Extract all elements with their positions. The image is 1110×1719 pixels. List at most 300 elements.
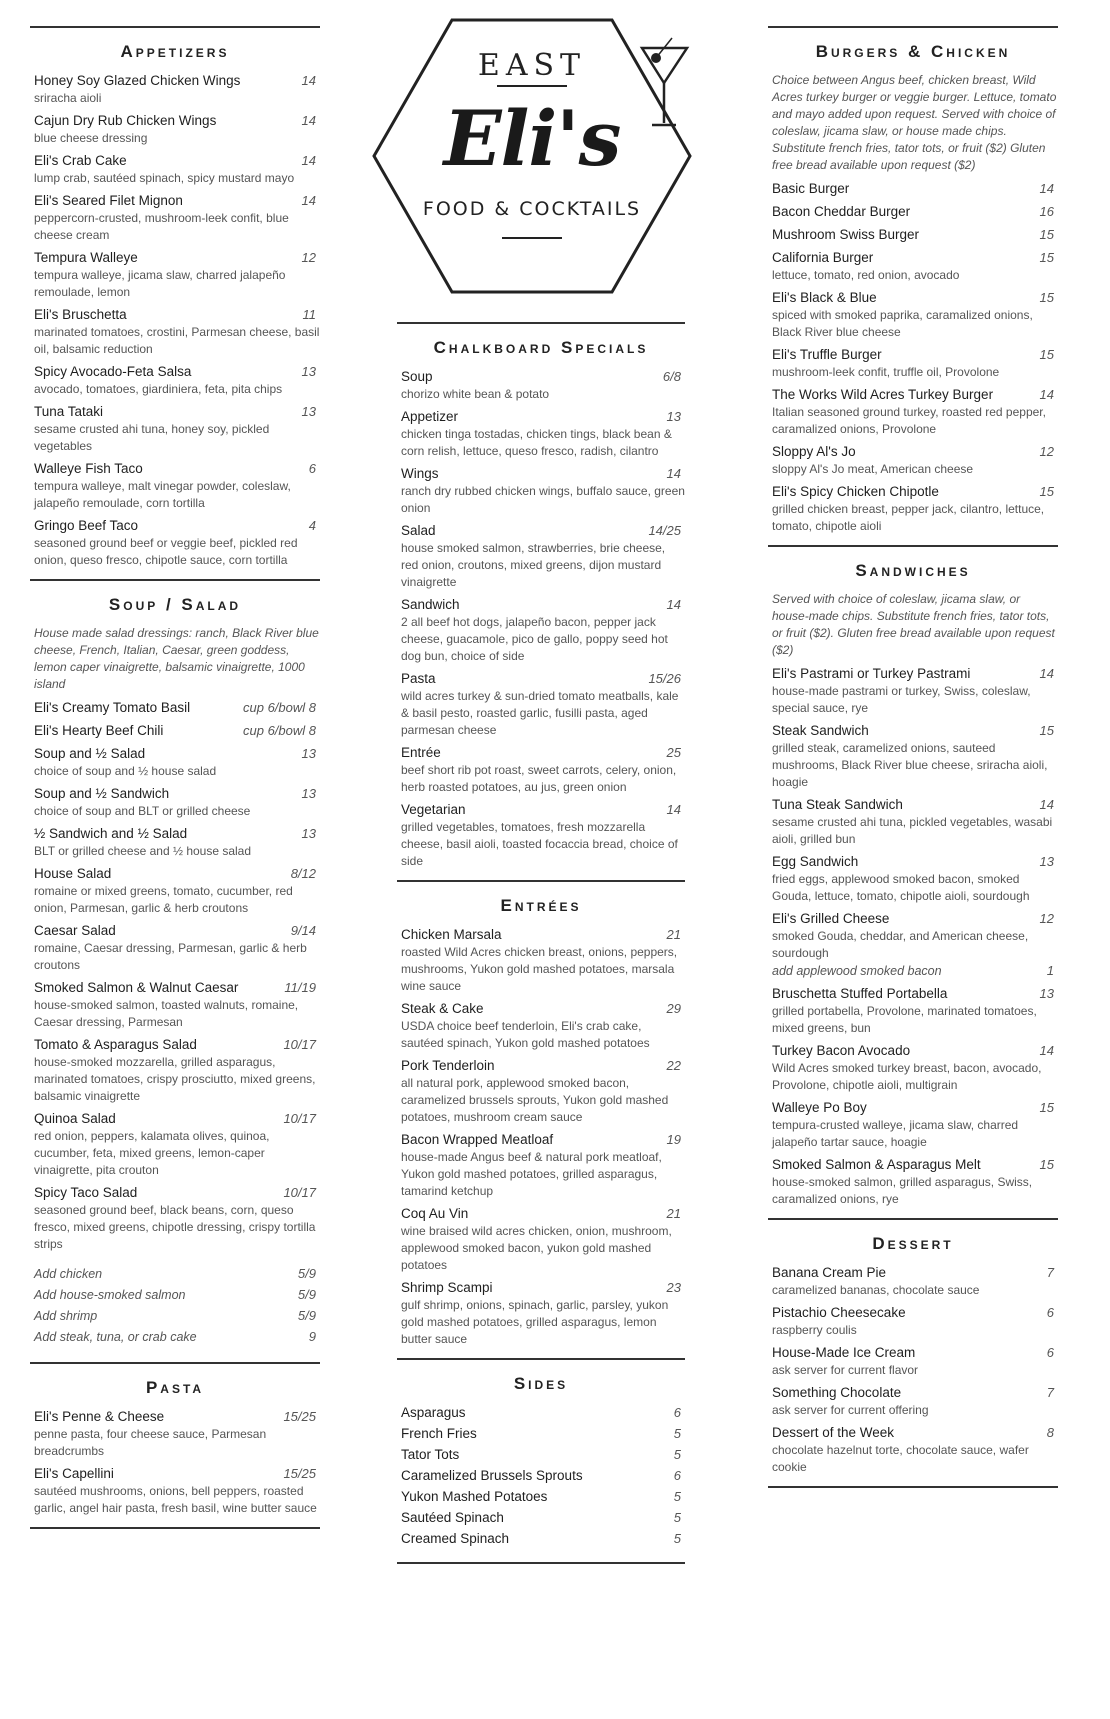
menu-item-price: 13 [301,786,316,801]
menu-item-addon: add applewood smoked bacon [772,964,942,978]
menu-item-description: tempura walleye, malt vinegar powder, coleslaw, jalapeño remoulade, corn tortilla [34,479,291,510]
menu-item-name: Eli's Bruschetta [34,307,127,322]
menu-item [401,368,685,403]
addon-row [34,1265,320,1283]
menu-item-name: Honey Soy Glazed Chicken Wings [34,73,241,88]
menu-item-name: Soup and ½ Sandwich [34,786,170,801]
side-item-price: 5 [673,1447,681,1462]
logo-name: Eli's [443,94,621,183]
menu-item-description: beef short rib pot roast, sweet carrots, celery, onion, herb roasted potatoes, au jus, green onion [401,763,677,794]
menu-item-row [401,926,685,944]
column-left [30,0,320,1529]
menu-item-name: House-Made Ice Cream [772,1345,916,1360]
menu-item-price: 14 [301,73,316,88]
menu-item-row [772,1042,1058,1060]
pasta-title: Pasta [145,1378,205,1397]
menu-item-name: Quinoa Salad [34,1111,116,1126]
menu-item-price: 14 [1039,1043,1054,1058]
menu-item-name: Eli's Pastrami or Turkey Pastrami [772,666,971,681]
menu-item-name: Steak & Cake [401,1001,484,1016]
burgers-list [768,180,1058,535]
appetizers-list [30,72,320,569]
menu-item-row [772,226,1058,244]
menu-item-row [34,825,320,843]
menu-item-description: grilled chicken breast, pepper jack, cilantro, lettuce, tomato, chipotle aioli [772,502,1045,533]
menu-item-row [401,1057,685,1075]
menu-item-name: Eli's Capellini [34,1466,114,1481]
menu-item-name: Pork Tenderloin [401,1058,495,1073]
side-item-price: 5 [673,1489,681,1504]
menu-item [34,460,320,512]
menu-item-price: 25 [666,745,681,760]
menu-item [401,744,685,796]
menu-item-name: Spicy Avocado-Feta Salsa [34,364,192,379]
menu-item-row [34,865,320,883]
menu-item-description: chocolate hazelnut torte, chocolate sauce, wafer cookie [772,1443,1029,1474]
menu-item-price: 15 [1039,484,1054,499]
menu-item-price: 15 [1039,1100,1054,1115]
menu-item-row [34,722,320,740]
menu-item-name: Eli's Crab Cake [34,153,127,168]
menu-item-price: 7 [1046,1385,1054,1400]
menu-item-name: Wings [401,466,439,481]
menu-item-price: 10/17 [283,1111,316,1126]
menu-item-price: 8/12 [290,866,316,881]
menu-item-row [34,699,320,717]
menu-item-price: 6/8 [662,369,681,384]
menu-item-description: 2 all beef hot dogs, jalapeño bacon, pepper jack cheese, guacamole, pico de gallo, poppy seed hot dog bun, choice of side [401,615,668,663]
menu-item-price: 22 [666,1058,681,1073]
menu-item-row [401,1205,685,1223]
menu-item-price: 15/25 [283,1466,316,1481]
side-item [401,1488,685,1506]
logo-subtitle: FOOD & COCKTAILS [422,198,642,220]
menu-item-name: Turkey Bacon Avocado [772,1043,911,1058]
menu-item-price: 8 [1046,1425,1054,1440]
specials-title: Chalkboard Specials [433,338,649,357]
side-item-name: Caramelized Brussels Sprouts [401,1468,583,1483]
menu-item-price: 12 [1039,911,1054,926]
menu-item-row [401,670,685,688]
menu-item [34,745,320,780]
menu-item-name: Tomato & Asparagus Salad [34,1037,197,1052]
menu-item [772,1344,1058,1379]
menu-item [772,1304,1058,1339]
menu-item [401,670,685,739]
menu-item-description: peppercorn-crusted, mushroom-leek confit, blue cheese cream [34,211,289,242]
menu-item-description: seasoned ground beef, black beans, corn, queso fresco, mixed greens, chipotle dressing, crispy tortilla strips [34,1203,316,1251]
side-item [401,1446,685,1464]
menu-item-name: Coq Au Vin [401,1206,469,1221]
side-item [401,1404,685,1422]
menu-item-row [34,745,320,763]
menu-item-price: 13 [1039,854,1054,869]
menu-item-price: 14 [666,802,681,817]
burgers-intro: Choice between Angus beef, chicken breast, Wild Acres turkey burger or veggie burger. Lettuce, tomato and mayo added upon request. Served with choice of coleslaw, jicama slaw, or house made chips. Substitute french fries, tator tots, or fruit ($2) Gluten free bread available upon request ($2) [772,73,1057,172]
menu-item [34,825,320,860]
menu-item-description: blue cheese dressing [34,131,148,145]
menu-item-price: 13 [301,746,316,761]
menu-item [772,386,1058,438]
addon-price: 5/9 [297,1287,316,1302]
menu-item [401,1057,685,1126]
menu-item-row [772,483,1058,501]
side-item [401,1509,685,1527]
menu-item-row [772,1304,1058,1322]
menu-item [772,346,1058,381]
menu-item [34,1036,320,1105]
menu-item [772,1099,1058,1151]
menu-item-description: grilled vegetables, tomatoes, fresh mozzarella cheese, basil aioli, toasted focaccia bread, choice of side [401,820,678,868]
menu-item-price: 14 [666,466,681,481]
menu-item [401,1279,685,1348]
menu-item-name: Egg Sandwich [772,854,859,869]
menu-item-description: house-smoked mozzarella, grilled asparagus, marinated tomatoes, crispy prosciutto, mixed greens, balsamic vinaigrette [34,1055,316,1103]
menu-item [34,699,320,717]
menu-item-price: 13 [666,409,681,424]
sides-title: Sides [513,1374,569,1393]
menu-item [772,1424,1058,1476]
menu-item [34,865,320,917]
menu-item-row [772,249,1058,267]
menu-item-row [34,922,320,940]
menu-item-price: 6 [1046,1305,1054,1320]
divider [768,1218,1058,1220]
menu-item-price: 14 [1039,797,1054,812]
menu-item [772,1384,1058,1419]
menu-item-description: house-made Angus beef & natural pork meatloaf, Yukon gold mashed potatoes, grilled asparagus, tamarind ketchup [401,1150,662,1198]
menu-item-row [34,363,320,381]
menu-item-name: Eli's Creamy Tomato Basil [34,700,191,715]
addon-price: 5/9 [297,1308,316,1323]
soup-salad-intro: House made salad dressings: ranch, Black River blue cheese, French, Italian, Caesar, green goddess, lemon caper vinaigrette, balsamic vinaigrette, 1000 island [34,626,319,691]
menu-item [772,289,1058,341]
menu-item-price: 15 [1039,723,1054,738]
addon-name: Add chicken [34,1267,103,1281]
specials-list [397,368,685,870]
menu-item-name: Tuna Steak Sandwich [772,797,903,812]
menu-item-price: 6 [308,461,316,476]
menu-item-name: Shrimp Scampi [401,1280,493,1295]
dessert-list [768,1264,1058,1476]
menu-item-price: 11 [302,307,316,322]
menu-item-name: The Works Wild Acres Turkey Burger [772,387,994,402]
menu-item-name: Vegetarian [401,802,466,817]
menu-item-description: tempura-crusted walleye, jicama slaw, charred jalapeño tartar sauce, hoagie [772,1118,1019,1149]
menu-item-row [401,801,685,819]
menu-item-price: 15 [1039,347,1054,362]
menu-item-price: 11/19 [284,980,316,995]
menu-item [772,910,1058,980]
menu-item-name: Eli's Truffle Burger [772,347,882,362]
menu-item-row [401,465,685,483]
menu-item-row [34,112,320,130]
menu-item [401,408,685,460]
column-middle [397,0,685,1564]
menu-item-description: fried eggs, applewood smoked bacon, smoked Gouda, lettuce, tomato, chipotle aioli, sourdough [772,872,1030,903]
menu-item [34,72,320,107]
menu-item-name: Eli's Black & Blue [772,290,877,305]
menu-item-name: Sandwich [401,597,460,612]
menu-item-row [34,192,320,210]
menu-item-row [34,1184,320,1202]
addon-row [34,1286,320,1304]
addon-row [34,1328,320,1346]
menu-item-name: Bacon Cheddar Burger [772,204,911,219]
menu-item [34,1184,320,1253]
menu-item-row [772,203,1058,221]
menu-item-price: 15 [1039,290,1054,305]
menu-item-row [34,1408,320,1426]
menu-item-name: Banana Cream Pie [772,1265,887,1280]
menu-item-description: wine braised wild acres chicken, onion, mushroom, applewood smoked bacon, yukon gold mashed potatoes [401,1224,672,1272]
menu-item-row [34,306,320,324]
menu-item-price: 15 [1039,227,1054,242]
menu-item-price: 14 [301,113,316,128]
menu-item [772,796,1058,848]
menu-item [772,226,1058,244]
menu-item [401,465,685,517]
menu-item [772,1042,1058,1094]
menu-item-name: Sloppy Al's Jo [772,444,856,459]
menu-item-price: 15 [1039,250,1054,265]
menu-item [34,1408,320,1460]
menu-item-name: ½ Sandwich and ½ Salad [34,826,188,841]
addon-row [34,1307,320,1325]
menu-item-description: marinated tomatoes, crostini, Parmesan cheese, basil oil, balsamic reduction [34,325,320,356]
menu-item-description: house-smoked salmon, grilled asparagus, Swiss, caramalized onions, rye [772,1175,1033,1206]
menu-item-description: house-made pastrami or turkey, Swiss, coleslaw, special sauce, rye [772,684,1031,715]
menu-item-name: California Burger [772,250,874,265]
menu-item-description: sesame crusted ahi tuna, honey soy, pickled vegetables [34,422,270,453]
menu-item-row [772,665,1058,683]
menu-item-name: Dessert of the Week [772,1425,895,1440]
menu-item-row [401,596,685,614]
burgers-title: Burgers & Chicken [815,42,1011,61]
menu-item-name: Spicy Taco Salad [34,1185,138,1200]
menu-item-name: Mushroom Swiss Burger [772,227,920,242]
menu-item-name: Eli's Penne & Cheese [34,1409,165,1424]
menu-item-description: choice of soup and BLT or grilled cheese [34,804,251,818]
menu-item-price: 21 [666,927,681,942]
menu-item-row [34,403,320,421]
menu-item-price: 14 [1039,666,1054,681]
addon-name: Add shrimp [34,1309,98,1323]
menu-item [772,483,1058,535]
menu-item-description: mushroom-leek confit, truffle oil, Provolone [772,365,1000,379]
menu-item-row [772,853,1058,871]
menu-item-description: sautéed mushrooms, onions, bell peppers, roasted garlic, angel hair pasta, fresh basil, wine butter sauce [34,1484,317,1515]
menu-item-name: Bruschetta Stuffed Portabella [772,986,948,1001]
menu-item-price: 19 [666,1132,681,1147]
menu-item [34,1465,320,1517]
menu-item-price: 14/25 [648,523,681,538]
menu-item-row [772,386,1058,404]
menu-item-name: Salad [401,523,436,538]
soup-salad-title: Soup / Salad [108,595,242,614]
menu-item [401,522,685,591]
menu-item-name: Smoked Salmon & Walnut Caesar [34,980,239,995]
addon-price: 5/9 [297,1266,316,1281]
menu-item [772,985,1058,1037]
menu-item-description: all natural pork, applewood smoked bacon, caramelized brussels sprouts, Yukon gold mashed potatoes, mushroom cream sauce [401,1076,669,1124]
menu-item-price: 16 [1039,204,1054,219]
menu-item-name: Chicken Marsala [401,927,502,942]
menu-item-name: Tuna Tataki [34,404,104,419]
divider [397,1562,685,1564]
menu-item [34,922,320,974]
menu-item-price: 29 [666,1001,681,1016]
menu-item-description: sriracha aioli [34,91,102,105]
menu-item-description: romaine or mixed greens, tomato, cucumber, red onion, Parmesan, garlic & herb croutons [34,884,293,915]
divider [397,880,685,882]
menu-item-name: Something Chocolate [772,1385,902,1400]
menu-item-description: USDA choice beef tenderloin, Eli's crab cake, sautéed spinach, Yukon gold mashed potatoes [401,1019,650,1050]
menu-item-description: penne pasta, four cheese sauce, Parmesan breadcrumbs [34,1427,267,1458]
menu-item-price: 13 [301,404,316,419]
menu-item [772,853,1058,905]
menu-item [772,722,1058,791]
menu-item-description: BLT or grilled cheese and ½ house salad [34,844,252,858]
menu-item-price: cup 6/bowl 8 [243,700,316,715]
menu-item-description: house smoked salmon, strawberries, brie cheese, red onion, croutons, mixed greens, dijon mustard vinaigrette [401,541,666,589]
addon-name: Add steak, tuna, or crab cake [34,1330,197,1344]
menu-item-row [401,408,685,426]
menu-item-row [772,985,1058,1003]
menu-item [772,1264,1058,1299]
menu-item [34,979,320,1031]
column-right [768,0,1058,1488]
menu-item-row [401,1000,685,1018]
menu-item-description: red onion, peppers, kalamata olives, quinoa, cucumber, feta, mixed greens, lemon-caper vinaigrette, pita crouton [34,1129,270,1177]
menu-item-description: Italian seasoned ground turkey, roasted red pepper, caramalized onions, Provolone [772,405,1046,436]
menu-item-price: 13 [1039,986,1054,1001]
side-item-name: Asparagus [401,1405,466,1420]
side-item [401,1425,685,1443]
menu-item-price: 14 [1039,181,1054,196]
menu-item-price: 14 [301,193,316,208]
menu-item-price: 10/17 [283,1037,316,1052]
menu-item-price: 4 [308,518,316,533]
divider [768,26,1058,28]
menu-item-addon-row [772,962,1058,980]
menu-item-row [772,443,1058,461]
menu-item-row [772,180,1058,198]
divider [30,26,320,28]
menu-item-price: 12 [1039,444,1054,459]
menu-item-description: sloppy Al's Jo meat, American cheese [772,462,974,476]
side-item-price: 6 [673,1468,681,1483]
menu-item-name: Caesar Salad [34,923,116,938]
menu-item-price: 14 [1039,387,1054,402]
menu-item-price: 7 [1046,1265,1054,1280]
side-item [401,1467,685,1485]
menu-item-row [401,744,685,762]
menu-item-description: spiced with smoked paprika, caramalized onions, Black River blue cheese [772,308,1033,339]
menu-item-price: 14 [666,597,681,612]
menu-item [34,249,320,301]
menu-item-description: ask server for current offering [772,1403,929,1417]
menu-item-description: gulf shrimp, onions, spinach, garlic, parsley, yukon gold mashed potatoes, grilled asparagus, lemon butter sauce [401,1298,669,1346]
menu-item-row [772,1344,1058,1362]
menu-item-price: 15/26 [648,671,681,686]
menu-item-description: chorizo white bean & potato [401,387,550,401]
addon-name: Add house-smoked salmon [34,1288,186,1302]
menu-item-description: choice of soup and ½ house salad [34,764,217,778]
menu-item [401,1000,685,1052]
soup-salad-list [30,699,320,1253]
menu-item-row [34,1036,320,1054]
menu-item-name: House Salad [34,866,112,881]
menu-item-price: 23 [666,1280,681,1295]
menu-item-description: grilled steak, caramelized onions, sauteed mushrooms, Black River blue cheese, sriracha aioli, hoagie [772,741,1048,789]
menu-item [34,152,320,187]
side-item-price: 5 [673,1531,681,1546]
menu-item-row [34,979,320,997]
side-item-price: 5 [673,1510,681,1525]
menu-item-row [772,910,1058,928]
menu-item-row [401,522,685,540]
menu-item [772,665,1058,717]
divider [768,1486,1058,1488]
menu-item-price: 9/14 [290,923,316,938]
menu-item-row [772,1264,1058,1282]
menu-item [772,1156,1058,1208]
menu-item-row [772,722,1058,740]
addon-price: 9 [308,1329,316,1344]
menu-item-row [34,152,320,170]
menu-item [34,785,320,820]
menu-item-description: ranch dry rubbed chicken wings, buffalo sauce, green onion [401,484,685,515]
menu-item [401,1131,685,1200]
menu-item-row [401,368,685,386]
menu-item [401,1205,685,1274]
side-item-price: 6 [673,1405,681,1420]
menu-item-price: 6 [1046,1345,1054,1360]
soup-salad-addons [30,1265,320,1346]
menu-item-description: seasoned ground beef or veggie beef, pickled red onion, queso fresco, chipotle sauce, corn tortilla [34,536,298,567]
menu-item-row [772,346,1058,364]
divider [30,1527,320,1529]
menu-item-row [34,517,320,535]
menu-item-row [34,460,320,478]
divider [768,545,1058,547]
menu-item-description: roasted Wild Acres chicken breast, onions, peppers, mushrooms, Yukon gold mashed potatoes, marsala wine sauce [401,945,678,993]
menu-item [401,801,685,870]
menu-item-row [34,785,320,803]
menu-item-row [772,289,1058,307]
menu-item-row [34,1465,320,1483]
menu-item-name: Pistachio Cheesecake [772,1305,906,1320]
menu-item-description: avocado, tomatoes, giardiniera, feta, pita chips [34,382,283,396]
menu-item [34,112,320,147]
menu-item-name: Tempura Walleye [34,250,138,265]
menu-item-price: 15/25 [283,1409,316,1424]
menu-item-description: wild acres turkey & sun-dried tomato meatballs, kale & basil pesto, roasted garlic, fusilli pasta, aged parmesan cheese [401,689,679,737]
menu-item-description: lettuce, tomato, red onion, avocado [772,268,960,282]
menu-item-name: Steak Sandwich [772,723,869,738]
side-item-name: Yukon Mashed Potatoes [401,1489,548,1504]
menu-item-name: Smoked Salmon & Asparagus Melt [772,1157,981,1172]
menu-item [34,1110,320,1179]
sandwiches-title: Sandwiches [855,561,971,580]
menu-item-description: romaine, Caesar dressing, Parmesan, garlic & herb croutons [34,941,307,972]
side-item-name: Tator Tots [401,1447,460,1462]
logo-east: EAST [477,48,587,83]
sides-list [397,1404,685,1548]
menu-item-row [772,1384,1058,1402]
menu-item-row [401,1279,685,1297]
